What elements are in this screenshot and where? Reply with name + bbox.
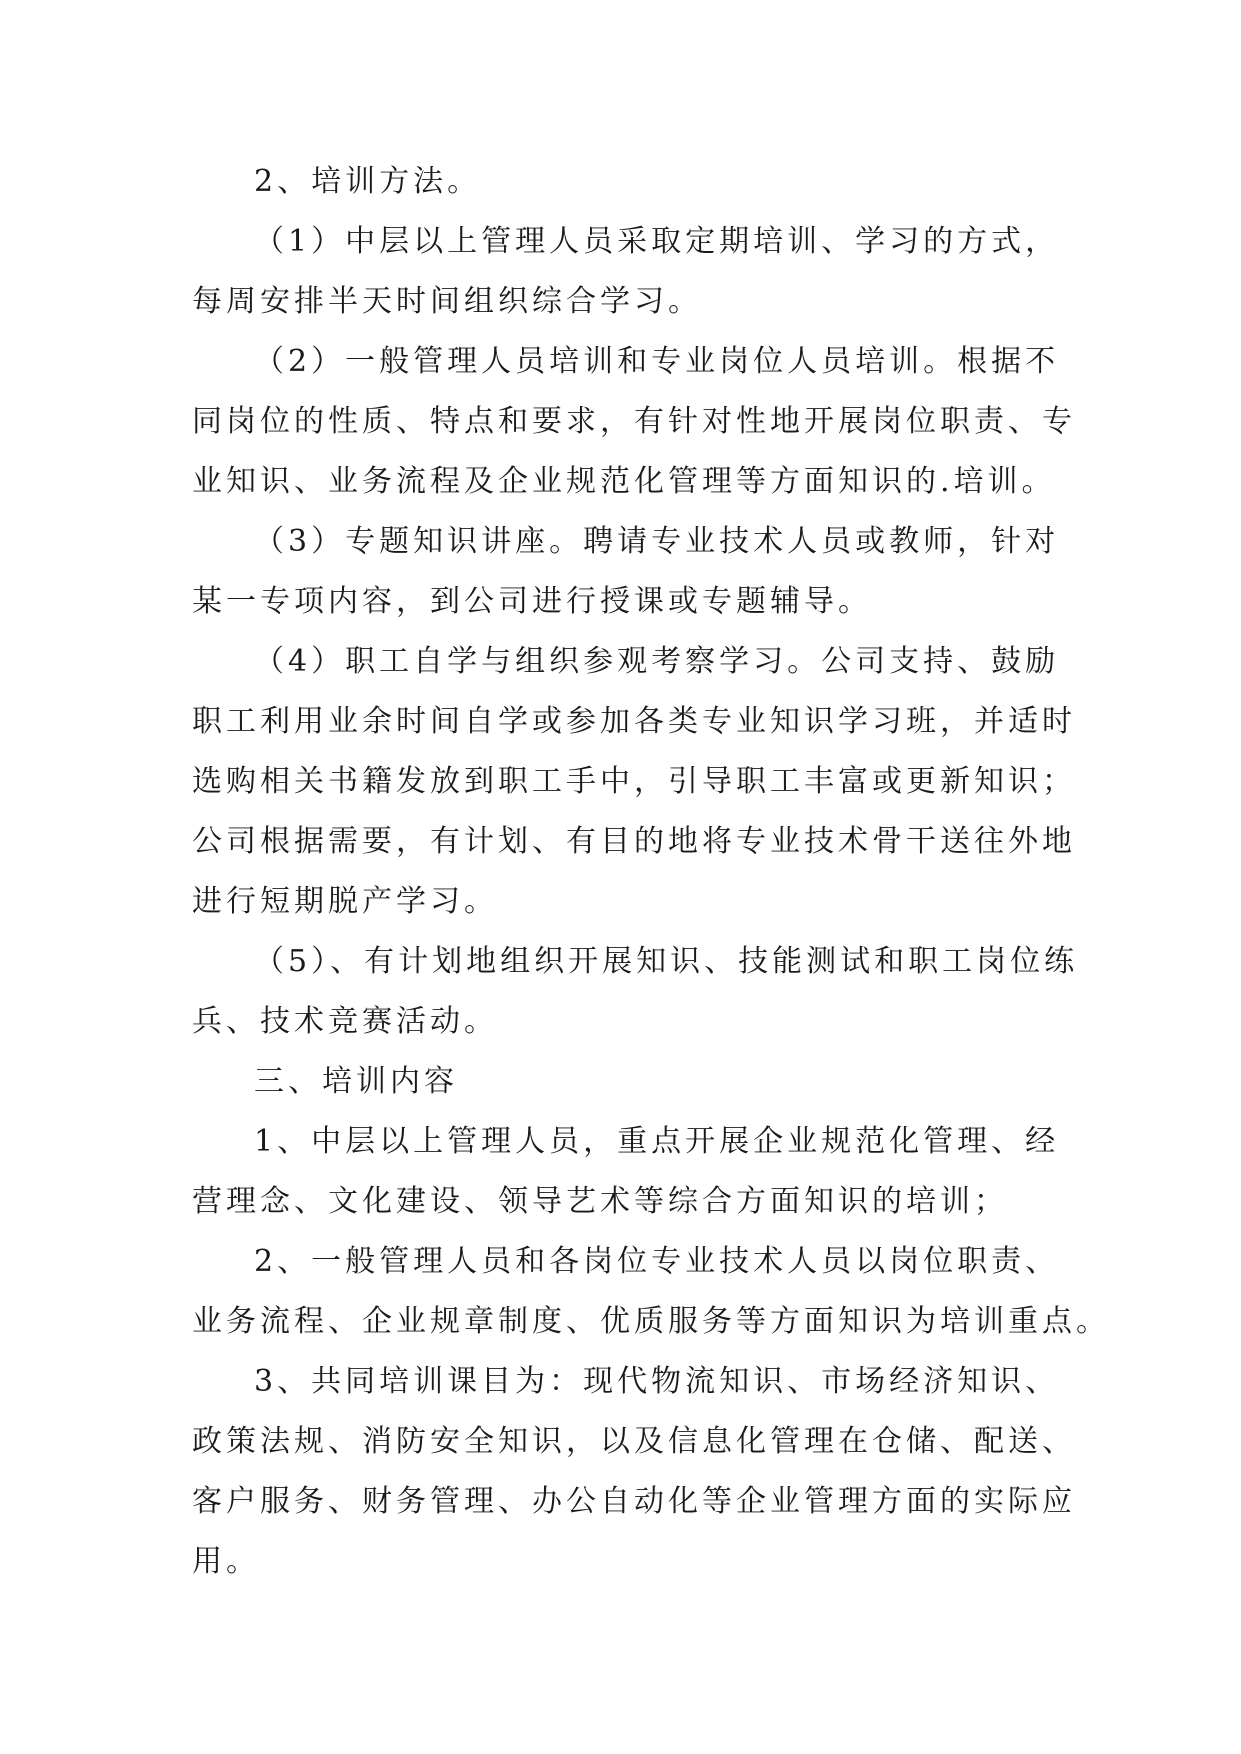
paragraph-content-2: [192, 1232, 1110, 1352]
text-line: 政策法规、消防安全知识，以及信息化管理在仓储、配送、: [192, 1424, 1076, 1459]
text-line: 兵、技术竞赛活动。: [192, 1004, 498, 1039]
text-line: 公司根据需要，有计划、有目的地将专业技术骨干送往外地: [192, 824, 1076, 859]
text-line: （5）、有计划地组织开展知识、技能测试和职工岗位练: [254, 944, 1079, 979]
text-line: （1）中层以上管理人员采取定期培训、学习的方式，: [254, 224, 1060, 259]
text-line: （4）职工自学与组织参观考察学习。公司支持、鼓励: [254, 644, 1060, 679]
paragraph-content-3: [192, 1352, 1078, 1592]
text-line: 同岗位的性质、特点和要求，有针对性地开展岗位职责、专: [192, 404, 1076, 439]
paragraph-method-4: [192, 632, 1078, 932]
paragraph-method-5: [192, 932, 1078, 1052]
text-line: 用。: [192, 1544, 260, 1579]
paragraph-content-1: [192, 1112, 1078, 1232]
text-line: （3）专题知识讲座。聘请专业技术人员或教师，针对: [254, 524, 1060, 559]
section-heading-training-content: [192, 1052, 1078, 1112]
text-line: 三、培训内容: [254, 1064, 458, 1099]
text-line: 选购相关书籍发放到职工手中，引导职工丰富或更新知识；: [192, 764, 1076, 799]
text-line: 3、共同培训课目为：现代物流知识、市场经济知识、: [254, 1364, 1060, 1399]
paragraph-method-2: [192, 332, 1078, 512]
paragraph-training-methods-heading: [192, 152, 1078, 212]
text-line: （2）一般管理人员培训和专业岗位人员培训。根据不: [254, 344, 1060, 379]
text-line: 每周安排半天时间组织综合学习。: [192, 284, 702, 319]
text-line: 1、中层以上管理人员，重点开展企业规范化管理、经: [254, 1124, 1060, 1159]
text-line: 客户服务、财务管理、办公自动化等企业管理方面的实际应: [192, 1484, 1076, 1519]
text-line: 营理念、文化建设、领导艺术等综合方面知识的培训；: [192, 1184, 1008, 1219]
text-line: 2、一般管理人员和各岗位专业技术人员以岗位职责、: [254, 1244, 1060, 1279]
text-line: 业务流程、企业规章制度、优质服务等方面知识为培训重点。: [192, 1304, 1110, 1339]
text-line: 业知识、业务流程及企业规范化管理等方面知识的.培训。: [192, 464, 1056, 499]
paragraph-method-1: [192, 212, 1078, 332]
paragraph-method-3: [192, 512, 1078, 632]
document-body: [192, 152, 1110, 1592]
text-line: 职工利用业余时间自学或参加各类专业知识学习班，并适时: [192, 704, 1076, 739]
text-line: 2、培训方法。: [254, 164, 482, 199]
text-line: 进行短期脱产学习。: [192, 884, 498, 919]
text-line: 某一专项内容，到公司进行授课或专题辅导。: [192, 584, 872, 619]
